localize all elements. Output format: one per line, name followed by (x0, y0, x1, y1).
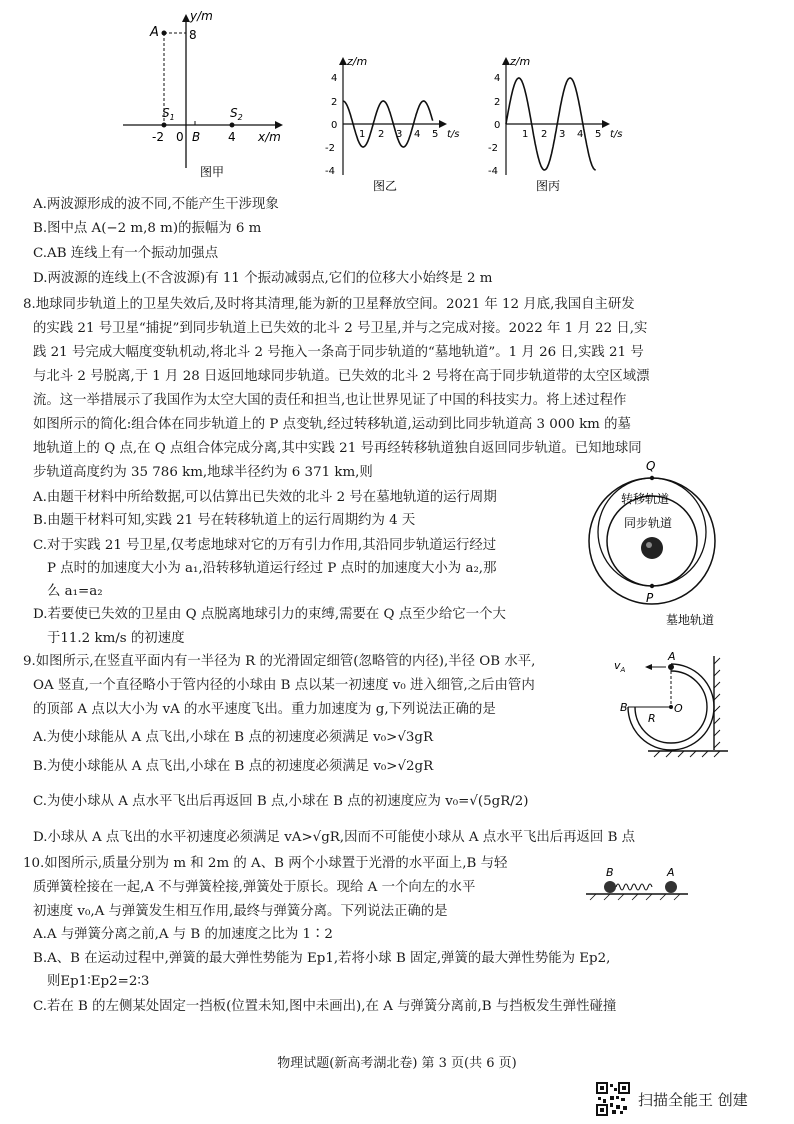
jia-caption: 图甲 (200, 165, 225, 178)
jia-y-tick: 8 (189, 28, 197, 42)
jia-x-tick-neg2: -2 (152, 130, 164, 144)
bing-x-tick-2: 2 (541, 129, 548, 140)
orbit-label-grave: 墓地轨道 (666, 613, 715, 627)
orbit-point-p: P (646, 591, 654, 605)
q10-stem-line-1: 10.如图所示,质量分别为 m 和 2m 的 A、B 两个小球置于光滑的水平面上,B 与轻 (23, 856, 508, 871)
bing-y-tick-neg4: -4 (488, 166, 498, 177)
q8-option-a: A.由题干材料中所给数据,可以估算出已失效的北斗 2 号在墓地轨道的运行周期 (33, 490, 497, 505)
q10-option-b-line-1: B.A、B 在运动过程中,弹簧的最大弹性势能为 Ep1,若将小球 B 固定,弹簧的最大弹性势能为 Ep2, (33, 951, 611, 966)
jia-xlabel: x/m (258, 130, 281, 144)
yi-x-tick-1: 1 (359, 129, 366, 140)
yi-y-tick-4: 4 (331, 73, 338, 84)
q7-option-b: B.图中点 A(−2 m,8 m)的振幅为 6 m (33, 221, 262, 236)
q8-option-c-line-3: 么 a₁=a₂ (47, 584, 103, 599)
q8-stem-line-5: 流。这一举措展示了我国作为太空大国的责任和担当,也让世界见证了中国的科技实力。将上述过程作 (33, 393, 627, 408)
page-footer: 物理试题(新高考湖北卷) 第 3 页(共 6 页) (277, 1056, 517, 1071)
jia-point-a: A (150, 25, 159, 40)
bing-xlabel: t/s (610, 129, 623, 140)
ball-a (665, 881, 677, 893)
orbit-point-q: Q (646, 459, 656, 473)
q9-stem-line-3: 的顶部 A 点以大小为 vA 的水平速度飞出。重力加速度为 g,下列说法正确的是 (33, 702, 496, 717)
q7-option-a: A.两波源形成的波不同,不能产生干涉现象 (33, 197, 279, 212)
bing-ylabel: z/m (510, 55, 531, 68)
yi-caption: 图乙 (373, 179, 398, 193)
bing-x-tick-3: 3 (559, 129, 566, 140)
q7-option-d: D.两波源的连线上(不含波源)有 11 个振动减弱点,它们的位移大小始终是 2 m (33, 271, 493, 286)
bing-caption: 图丙 (536, 179, 561, 193)
q8-stem-line-7: 地轨道上的 Q 点,在 Q 点组合体完成分离,其中实践 21 号再经转移轨道独自返回同步轨道。已知地球同 (33, 441, 642, 456)
spring-label-a: A (667, 866, 675, 879)
earth-icon (641, 537, 663, 559)
figure-yi (325, 55, 475, 195)
tube-radius: R (648, 712, 656, 725)
yi-y-tick-neg4: -4 (325, 166, 335, 177)
bing-y-tick-4: 4 (494, 73, 501, 84)
q9-stem-line-2: OA 竖直,一个直径略小于管内径的小球由 B 点以某一初速度 v₀ 进入细管,之后由管内 (33, 678, 535, 693)
q9-option-d: D.小球从 A 点飞出的水平初速度必须满足 vA>√gR,因而不可能使小球从 A 点水平飞出后再返回 B 点 (33, 830, 636, 845)
q9-stem-line-1: 9.如图所示,在竖直平面内有一半径为 R 的光滑固定细管(忽略管的内径),半径 OB 水平, (23, 654, 536, 669)
q10-option-a: A.A 与弹簧分离之前,A 与 B 的加速度之比为 1∶2 (33, 927, 333, 942)
q10-option-b-line-2: 则Ep1∶Ep2=2∶3 (47, 974, 150, 989)
tube-point-a: A (668, 650, 676, 663)
yi-x-tick-5: 5 (432, 129, 439, 140)
figure-jia (118, 8, 298, 178)
q8-stem-line-1: 8.地球同步轨道上的卫星失效后,及时将其清理,能为新的卫星释放空间。2021 年 12 月底,我国自主研发 (23, 297, 635, 312)
orbit-label-transfer: 转移轨道 (621, 492, 670, 506)
figure-spring (578, 864, 698, 904)
jia-x-tick-0: 0 (176, 130, 184, 144)
ball-b (604, 881, 616, 893)
jia-s2: $S_2$ (230, 106, 243, 122)
bing-x-tick-1: 1 (522, 129, 529, 140)
qr-code-icon (596, 1082, 630, 1116)
tube-point-b: B (620, 701, 628, 714)
q8-stem-line-8: 步轨道高度约为 35 786 km,地球半径约为 6 371 km,则 (33, 465, 373, 480)
q8-option-d-line-1: D.若要使已失效的卫星由 Q 点脱离地球引力的束缚,需要在 Q 点至少给它一个大 (33, 607, 506, 622)
yi-x-tick-3: 3 (396, 129, 403, 140)
bing-y-tick-2: 2 (494, 97, 501, 108)
jia-point-b: B (192, 130, 201, 144)
figure-orbits (580, 456, 730, 632)
tube-center-o: O (674, 702, 683, 715)
orbit-label-sync: 同步轨道 (624, 516, 673, 530)
q8-option-c-line-1: C.对于实践 21 号卫星,仅考虑地球对它的万有引力作用,其沿同步轨道运行经过 (33, 538, 497, 553)
q8-stem-line-6: 如图所示的简化:组合体在同步轨道上的 P 点变轨,经过转移轨道,运动到比同步轨道高 3 000 km 的墓 (33, 417, 631, 432)
yi-y-tick-neg2: -2 (325, 143, 335, 154)
bing-y-tick-0: 0 (494, 120, 501, 131)
spring-coil (616, 884, 652, 890)
yi-x-tick-4: 4 (414, 129, 421, 140)
q7-option-c: C.AB 连线上有一个振动加强点 (33, 246, 219, 261)
q10-stem-line-3: 初速度 v₀,A 与弹簧发生相互作用,最终与弹簧分离。下列说法正确的是 (33, 904, 448, 919)
bing-x-tick-5: 5 (595, 129, 602, 140)
jia-ylabel: y/m (190, 9, 213, 23)
bing-y-tick-neg2: -2 (488, 143, 498, 154)
jia-s1: $S_1$ (162, 106, 175, 122)
q10-stem-line-2: 质弹簧栓接在一起,A 不与弹簧栓接,弹簧处于原长。现给 A 一个向左的水平 (33, 880, 476, 895)
q8-stem-line-2: 的实践 21 号卫星“捕捉”到同步轨道上已失效的北斗 2 号卫星,并与之完成对接。2022 年 1 月 22 日,实 (33, 321, 648, 336)
yi-ylabel: z/m (347, 55, 368, 68)
scanner-watermark (596, 1082, 748, 1116)
yi-x-tick-2: 2 (378, 129, 385, 140)
figure-bing (488, 55, 638, 195)
q8-option-d-line-2: 于11.2 km/s 的初速度 (47, 631, 185, 646)
q8-option-c-line-2: P 点时的加速度大小为 a₁,沿转移轨道运行经过 P 点时的加速度大小为 a₂,那 (47, 561, 497, 576)
q8-option-b: B.由题干材料可知,实践 21 号在转移轨道上的运行周期约为 4 天 (33, 513, 416, 528)
q10-option-c: C.若在 B 的左侧某处固定一挡板(位置未知,图中未画出),在 A 与弹簧分离前,B 与挡板发生弹性碰撞 (33, 999, 617, 1014)
bing-x-tick-4: 4 (577, 129, 584, 140)
tube-va: $v_A$ (614, 659, 626, 674)
yi-y-tick-0: 0 (331, 120, 338, 131)
q9-option-c: C.为使小球从 A 点水平飞出后再返回 B 点,小球在 B 点的初速度应为 v₀=√(5gR/2) (33, 794, 529, 809)
scanner-label: 扫描全能王 创建 (638, 1090, 748, 1109)
q9-option-b: B.为使小球能从 A 点飞出,小球在 B 点的初速度必须满足 v₀>√2gR (33, 759, 434, 774)
yi-xlabel: t/s (447, 129, 460, 140)
q9-option-a: A.为使小球能从 A 点飞出,小球在 B 点的初速度必须满足 v₀>√3gR (33, 730, 434, 745)
spring-label-b: B (606, 866, 614, 879)
figure-tube (608, 650, 733, 770)
q8-stem-line-4: 与北斗 2 号脱离,于 1 月 28 日返回地球同步轨道。已失效的北斗 2 号将在高于同步轨道带的太空区域漂 (33, 369, 650, 384)
jia-x-tick-4: 4 (228, 130, 236, 144)
q8-stem-line-3: 践 21 号完成大幅度变轨机动,将北斗 2 号拖入一条高于同步轨道的“墓地轨道”。1 月 26 日,实践 21 号 (33, 345, 644, 360)
yi-y-tick-2: 2 (331, 97, 338, 108)
